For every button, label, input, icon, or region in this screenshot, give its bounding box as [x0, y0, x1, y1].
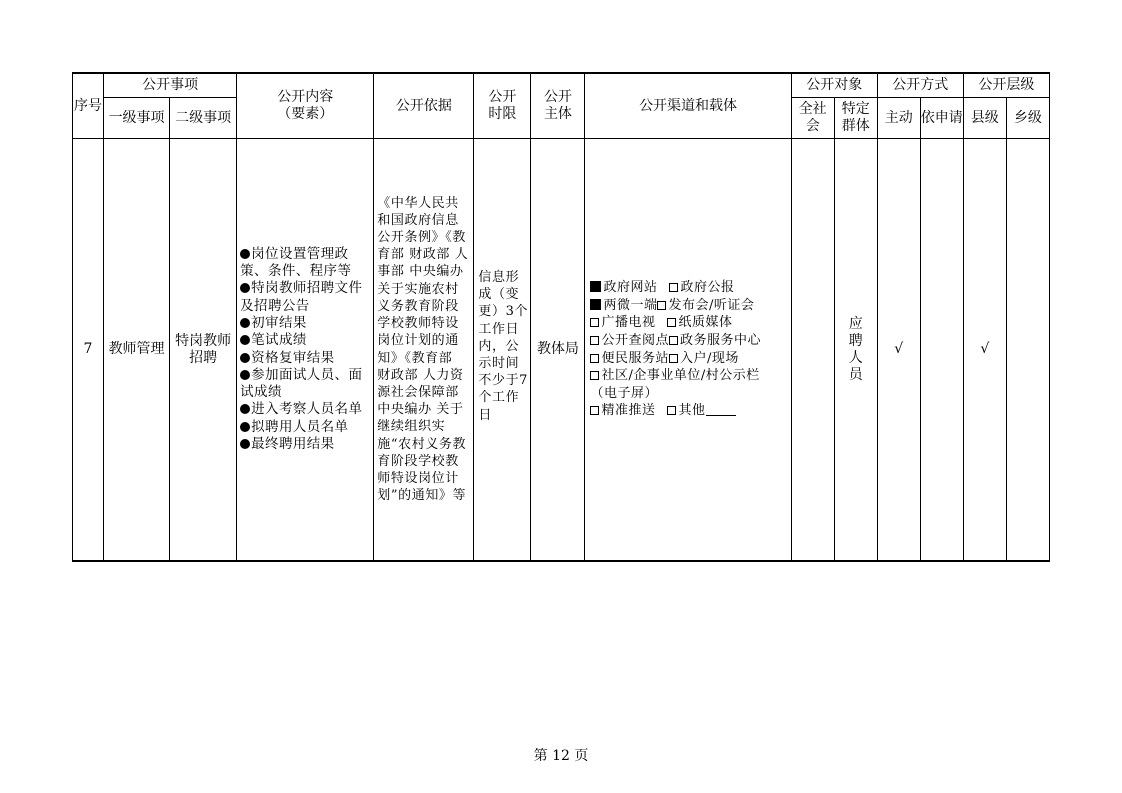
row-seq: 7 — [73, 139, 104, 562]
header-basis: 公开依据 — [374, 73, 474, 139]
header-level-county: 县级 — [963, 98, 1006, 139]
bullet-icon — [240, 249, 250, 259]
row-target-all — [791, 139, 834, 562]
header-target-all — [791, 98, 834, 139]
header-subject-line1: 公开 — [543, 89, 572, 105]
channel-option — [590, 279, 657, 297]
channel-option-label: 两微一端 — [603, 297, 658, 313]
channel-option-label: 公开查阅点 — [601, 332, 669, 348]
unchecked-box-icon — [669, 336, 678, 345]
header-target-all-line1: 全社 — [798, 101, 827, 117]
bullet-icon — [240, 353, 250, 363]
header-content — [237, 73, 374, 139]
content-item-label: 岗位设置管理政策、条件、程序等 — [240, 245, 352, 280]
content-item — [240, 401, 371, 418]
channel-option — [669, 350, 739, 368]
row-level1: 教师管理 — [104, 139, 170, 562]
bullet-icon — [240, 422, 250, 432]
content-item — [240, 419, 371, 436]
content-item-label: 最终聘用结果 — [251, 435, 335, 452]
unchecked-box-icon — [667, 406, 676, 415]
bullet-icon — [240, 439, 250, 449]
unchecked-box-icon — [667, 318, 676, 327]
content-item-label: 特岗教师招聘文件及招聘公告 — [240, 280, 363, 314]
row-level2-text: 特岗教师招聘 — [175, 332, 232, 366]
content-item-label: 笔试成绩 — [251, 332, 307, 349]
channel-option-label: 纸质媒体 — [678, 315, 733, 331]
content-items-list — [237, 246, 373, 454]
content-item — [240, 436, 371, 453]
row-method-request — [920, 139, 963, 562]
bullet-icon — [240, 283, 250, 293]
header-level2: 二级事项 — [170, 98, 237, 139]
unchecked-box-icon — [590, 371, 599, 380]
content-item-label: 初审结果 — [251, 314, 307, 331]
channel-option-label: 广播电视 — [601, 315, 656, 331]
checked-box-icon — [590, 299, 601, 310]
content-item-label: 参加面试人员、面试成绩 — [240, 366, 363, 401]
content-item-label: 资格复审结果 — [251, 349, 335, 366]
channel-option — [590, 297, 657, 315]
time-limit-text: 信息形成（变更）3个工作日内，公示时间不少于7个工作日 — [478, 270, 529, 423]
header-method-request: 依申请 — [920, 98, 963, 139]
channel-row — [590, 402, 786, 420]
content-item — [240, 280, 371, 315]
channel-option — [590, 368, 759, 401]
bullet-icon — [240, 335, 250, 345]
header-content-line1: 公开内容 — [277, 89, 334, 105]
channel-option-label: 政府公报 — [680, 280, 735, 296]
channel-option-label: 发布会/听证会 — [668, 297, 755, 313]
content-item-label: 进入考察人员名单 — [251, 401, 363, 418]
header-target-specific — [834, 98, 877, 139]
header-target-specific-line2: 群体 — [841, 118, 870, 134]
header-level-group: 公开层级 — [963, 73, 1049, 98]
channel-option-label: 入户/现场 — [679, 350, 739, 366]
row-level-township — [1006, 139, 1049, 562]
header-level-township: 乡级 — [1006, 98, 1049, 139]
header-level1: 一级事项 — [104, 98, 170, 139]
content-item — [240, 246, 371, 281]
channel-option-label: 便民服务站 — [601, 350, 669, 366]
target-specific-text: 应聘人员 — [848, 315, 863, 383]
row-content — [237, 139, 374, 562]
content-item-label: 拟聘用人员名单 — [251, 418, 349, 435]
header-method-active: 主动 — [877, 98, 920, 139]
fill-in-blank — [706, 415, 736, 416]
header-time-limit — [474, 73, 531, 139]
row-method-active: √ — [877, 139, 920, 562]
channel-row — [590, 367, 786, 402]
content-item — [240, 350, 371, 367]
header-target-specific-line1: 特定 — [841, 101, 870, 117]
channel-option-label: 政务服务中心 — [679, 332, 761, 348]
channel-option — [667, 314, 732, 332]
channel-row — [590, 314, 786, 332]
channel-option — [669, 332, 761, 350]
bullet-icon — [240, 404, 250, 414]
header-method-group: 公开方式 — [877, 73, 963, 98]
header-channels: 公开渠道和载体 — [585, 73, 791, 139]
channel-option — [590, 314, 655, 332]
channel-option-label: 其他 — [678, 403, 706, 419]
page-number: 第 12 页 — [533, 748, 589, 764]
channel-option — [590, 332, 669, 350]
disclosure-table — [72, 72, 1050, 562]
row-target-specific — [834, 139, 877, 562]
header-target-all-line2: 会 — [805, 118, 820, 134]
header-content-line2: （要素） — [277, 106, 334, 122]
channel-option — [667, 402, 735, 420]
content-item — [240, 332, 371, 349]
channel-option-label: 政府网站 — [603, 280, 658, 296]
unchecked-box-icon — [669, 283, 678, 292]
channel-option — [590, 402, 655, 420]
unchecked-box-icon — [590, 406, 599, 415]
row-level-county: √ — [963, 139, 1006, 562]
header-subject-line2: 主体 — [543, 106, 572, 122]
content-item — [240, 367, 371, 402]
channel-option — [669, 279, 734, 297]
bullet-icon — [240, 318, 250, 328]
channel-row — [590, 297, 786, 315]
header-subject — [531, 73, 585, 139]
checked-box-icon — [590, 281, 601, 292]
header-time-line2: 时限 — [488, 106, 517, 122]
unchecked-box-icon — [669, 354, 678, 363]
row-basis — [374, 139, 474, 562]
header-target-group: 公开对象 — [791, 73, 877, 98]
header-seq: 序号 — [73, 73, 104, 139]
unchecked-box-icon — [590, 336, 599, 345]
channel-option — [657, 297, 754, 315]
channel-row — [590, 350, 786, 368]
bullet-icon — [240, 370, 250, 380]
row-channels — [585, 139, 791, 562]
channel-row — [590, 279, 786, 297]
channel-option — [590, 350, 669, 368]
header-time-line1: 公开 — [488, 89, 517, 105]
channels-list — [585, 279, 790, 420]
unchecked-box-icon — [657, 301, 666, 310]
row-level2 — [170, 139, 237, 562]
unchecked-box-icon — [590, 318, 599, 327]
channel-option-label: 精准推送 — [601, 403, 656, 419]
content-item — [240, 315, 371, 332]
row-subject: 教体局 — [531, 139, 585, 562]
channel-row — [590, 332, 786, 350]
unchecked-box-icon — [590, 354, 599, 363]
header-item-group: 公开事项 — [104, 73, 237, 98]
row-time-limit — [474, 139, 531, 562]
channel-option-label: 社区/企事业单位/村公示栏（电子屏） — [590, 368, 760, 401]
basis-text: 《中华人民共和国政府信息公开条例》《教育部 财政部 人事部 中央编办 关于实施农村义务教育阶段学校教师特设岗位计划的通知》《教育部 财政部 人力资源社会保障部 中央编办 关于继续组织实施“农村义务教育阶段学校教师特设岗位计划”的通知》等 — [377, 195, 469, 504]
